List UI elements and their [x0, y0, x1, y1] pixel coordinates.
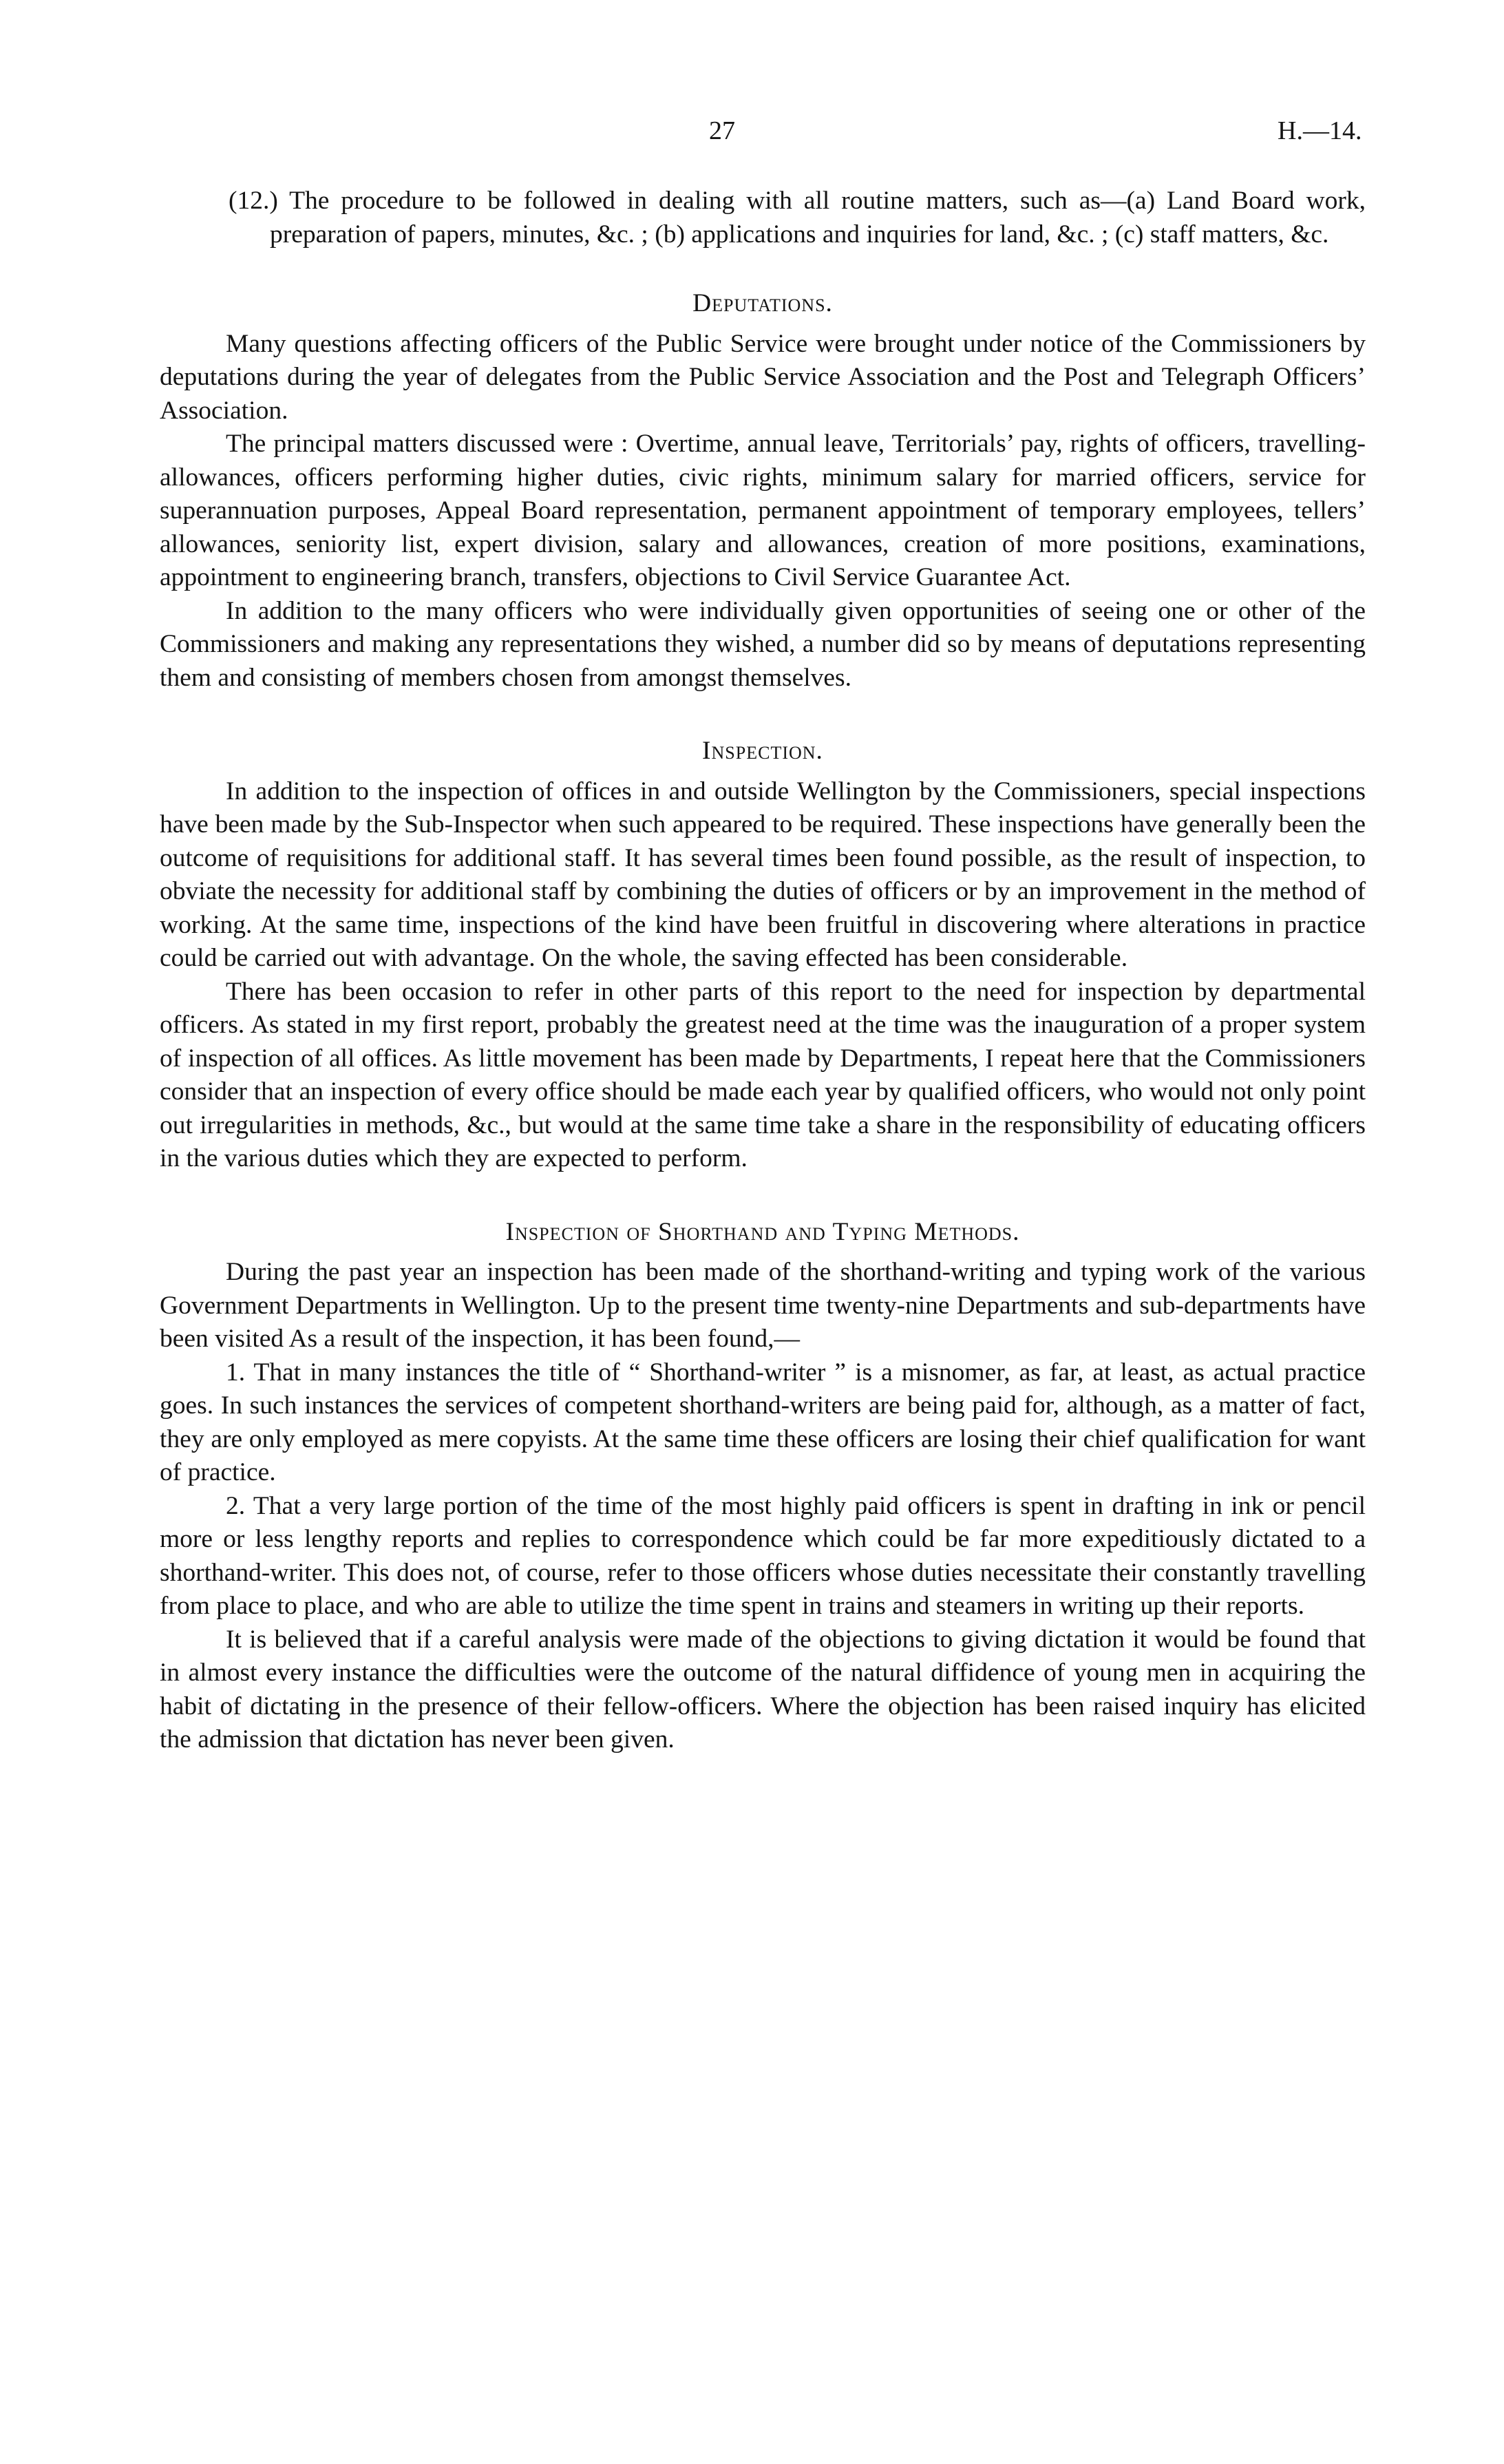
routine-matters-item: (12.) The procedure to be followed in dealing with all routine matters, such as—(a) Land Board work, preparation of papers, minutes, &c. ; (b) applications and inquiries for land, &c. ; (c) staff matters, &c. — [229, 187, 1366, 249]
shorthand-finding-2: 2. That a very large portion of the time of the most highly paid officers is spent in drafting in ink or pencil more or less lengthy reports and replies to correspondence which could be far more expeditiously dictated to a shorthand-writer. This does not, of course, refer to those officers whose duties necessitate their constantly travelling from place to place, and who are able to utilize the time spent in trains and steamers in writing up their reports. — [160, 1491, 1366, 1620]
document-reference: H.—14. — [1278, 116, 1362, 145]
deputations-paragraph: The principal matters discussed were : Overtime, annual leave, Territorials’ pay, rights of officers, travelling-allowances, officers performing higher duties, civic rights, minimum salary for married officers, service for superannuation purposes, Appeal Board representation, permanent appointment of temporary employees, tellers’ allowances, seniority list, expert division, salary and allowances, creation of more positions, examinations, appointment to engineering branch, transfers, objections to Civil Service Guarantee Act. — [160, 430, 1366, 591]
page-number: 27 — [709, 116, 735, 145]
deputations-section — [160, 287, 1366, 695]
page-body — [160, 185, 1366, 1757]
page-header — [0, 116, 1504, 157]
inspection-heading: Inspection. — [702, 737, 823, 765]
shorthand-paragraph: It is believed that if a careful analysis were made of the objections to giving dictation it would be found that in almost every instance the difficulties were the outcome of the natural diffidence of young men in acquiring the habit of dictating in the presence of their fellow-officers. Where the objection has been raised inquiry has elicited the admission that dictation has never been given. — [160, 1625, 1366, 1754]
shorthand-heading: Inspection of Shorthand and Typing Methods. — [505, 1217, 1020, 1246]
deputations-heading: Deputations. — [692, 289, 833, 317]
deputations-paragraph: Many questions affecting officers of the Public Service were brought under notice of the Commissioners by deputations during the year of delegates from the Public Service Association and the Post and Telegraph Officers’ Association. — [160, 329, 1366, 425]
shorthand-section — [160, 1216, 1366, 1757]
shorthand-finding-1: 1. That in many instances the title of “ Shorthand-writer ” is a misnomer, as far, at least, as actual practice goes. In such instances the services of competent shorthand-writers are being paid for, although, as a matter of fact, they are only employed as mere copyists. At the same time these officers are losing their chief qualification for want of practice. — [160, 1358, 1366, 1486]
deputations-paragraph: In addition to the many officers who were individually given opportunities of seeing one or other of the Commissioners and making any representations they wished, a number did so by means of deputations representing them and consisting of members chosen from amongst themselves. — [160, 596, 1366, 692]
shorthand-paragraph: During the past year an inspection has been made of the shorthand-writing and typing work of the various Government Departments in Wellington. Up to the present time twenty-nine Departments and sub-departments have been visited As a result of the inspection, it has been found,— — [160, 1258, 1366, 1353]
inspection-section — [160, 735, 1366, 1176]
inspection-paragraph: In addition to the inspection of offices in and outside Wellington by the Commissioners, special inspections have been made by the Sub-Inspector when such appeared to be required. These inspections have generally been the outcome of requisitions for additional staff. It has several times been found possible, as the result of inspection, to obviate the necessity for additional staff by combining the duties of officers or by an improvement in the method of working. At the same time, inspections of the kind have been fruitful in discovering where alterations in practice could be carried out with advantage. On the whole, the saving effected has been considerable. — [160, 777, 1366, 972]
inspection-paragraph: There has been occasion to refer in other parts of this report to the need for inspection by departmental officers. As stated in my first report, probably the greatest need at the time was the inauguration of a proper system of inspection of all offices. As little movement has been made by Departments, I repeat here that the Commissioners consider that an inspection of every office should be made each year by qualified officers, who would not only point out irregularities in methods, &c., but would at the same time take a share in the responsibility of educating officers in the various duties which they are expected to perform. — [160, 977, 1366, 1172]
